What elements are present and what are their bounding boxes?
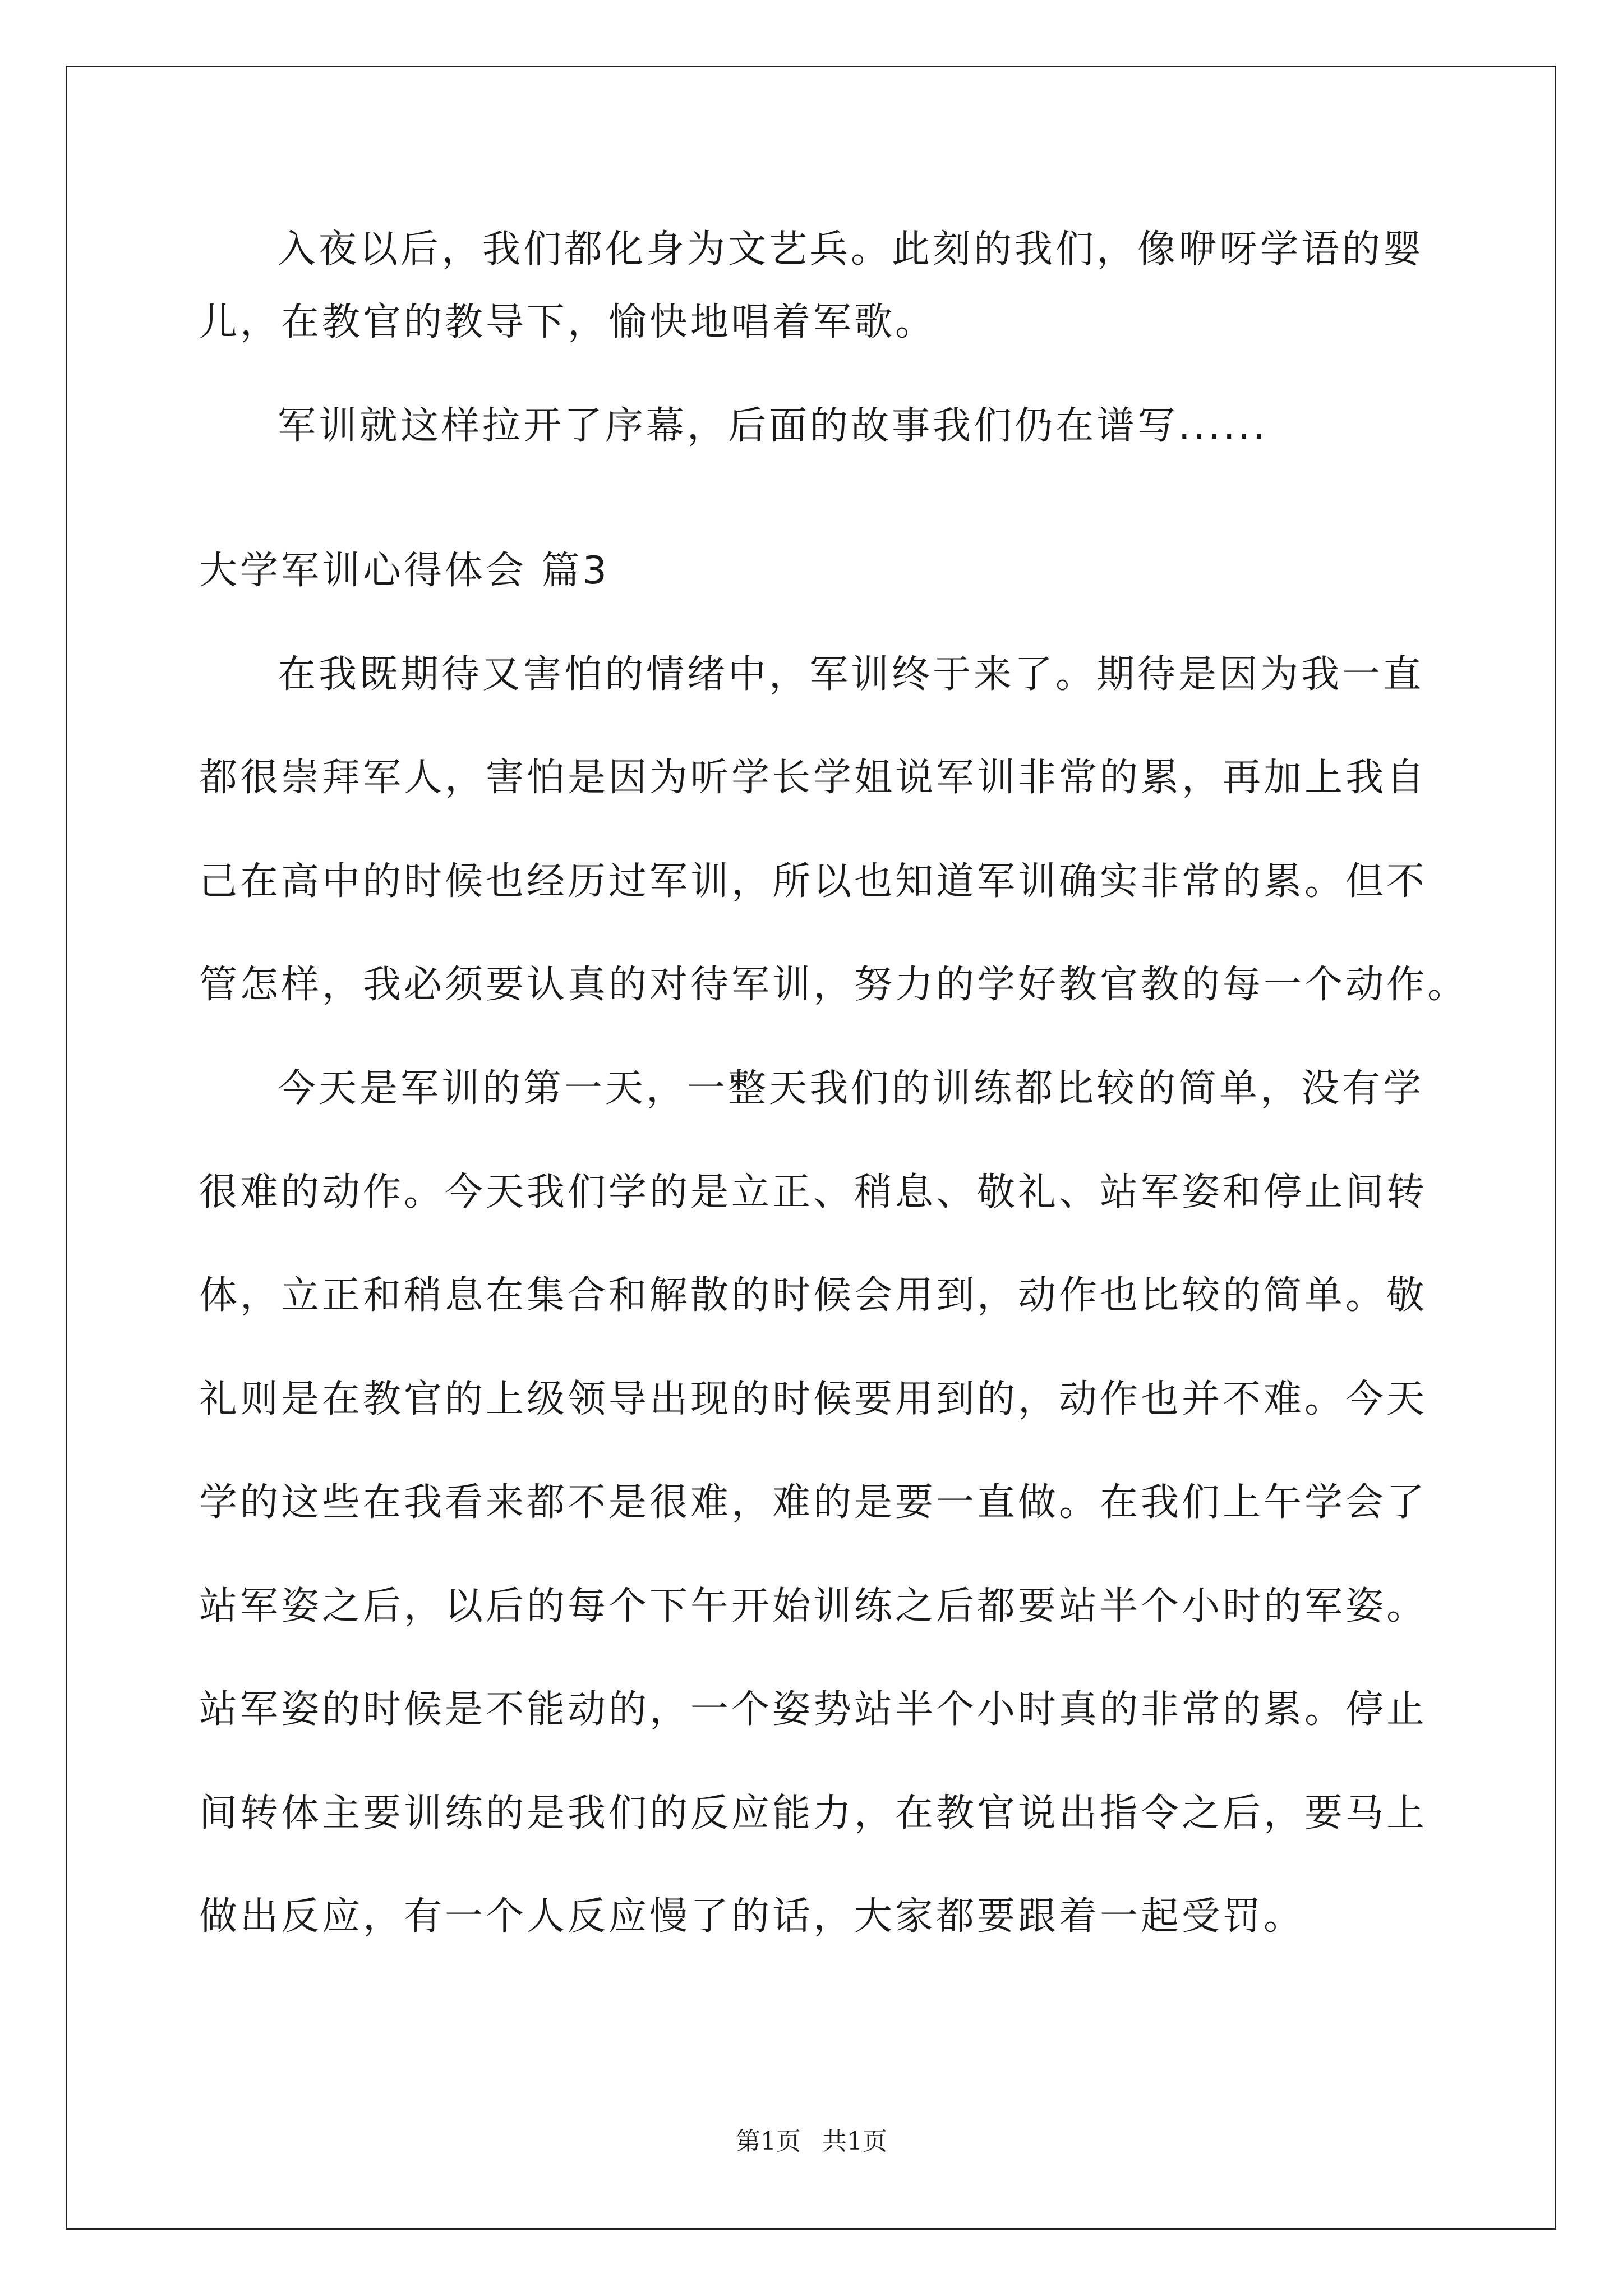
text-line: 站军姿的时候是不能动的，一个姿势站半个小时真的非常的累。停止 <box>199 1687 1428 1732</box>
text-line: 都很崇拜军人，害怕是因为听学长学姐说军训非常的累，再加上我自 <box>199 756 1428 800</box>
text-line: 儿，在教官的教导下，愉快地唱着军歌。 <box>199 300 937 344</box>
text-line: 体，立正和稍息在集合和解散的时候会用到，动作也比较的简单。敬 <box>199 1273 1428 1318</box>
text-line: 间转体主要训练的是我们的反应能力，在教官说出指令之后，要马上 <box>199 1791 1428 1835</box>
text-line: 学的这些在我看来都不是很难，难的是要一直做。在我们上午学会了 <box>199 1480 1428 1525</box>
text-line: 入夜以后，我们都化身为文艺兵。此刻的我们，像咿呀学语的婴 <box>278 227 1424 272</box>
text-line: 做出反应，有一个人反应慢了的话，大家都要跟着一起受罚。 <box>199 1894 1305 1939</box>
text-line: 站军姿之后，以后的每个下午开始训练之后都要站半个小时的军姿。 <box>199 1584 1428 1628</box>
text-line: 管怎样，我必须要认真的对待军训，努力的学好教官教的每一个动作。 <box>199 963 1469 1007</box>
text-line: 很难的动作。今天我们学的是立正、稍息、敬礼、站军姿和停止间转 <box>199 1170 1428 1214</box>
page-total: 共1页 <box>822 2127 887 2156</box>
text-line: 在我既期待又害怕的情绪中，军训终于来了。期待是因为我一直 <box>278 652 1424 697</box>
text-line: 今天是军训的第一天，一整天我们的训练都比较的简单，没有学 <box>278 1066 1424 1111</box>
section-heading: 大学军训心得体会 篇3 <box>199 549 610 593</box>
text-line: 礼则是在教官的上级领导出现的时候要用到的，动作也并不难。今天 <box>199 1377 1428 1421</box>
page-footer <box>0 2126 1623 2157</box>
text-line: 己在高中的时候也经历过军训，所以也知道军训确实非常的累。但不 <box>199 859 1428 904</box>
text-line: 军训就这样拉开了序幕，后面的故事我们仍在谱写...... <box>278 404 1268 448</box>
page-number: 第1页 <box>736 2127 801 2156</box>
